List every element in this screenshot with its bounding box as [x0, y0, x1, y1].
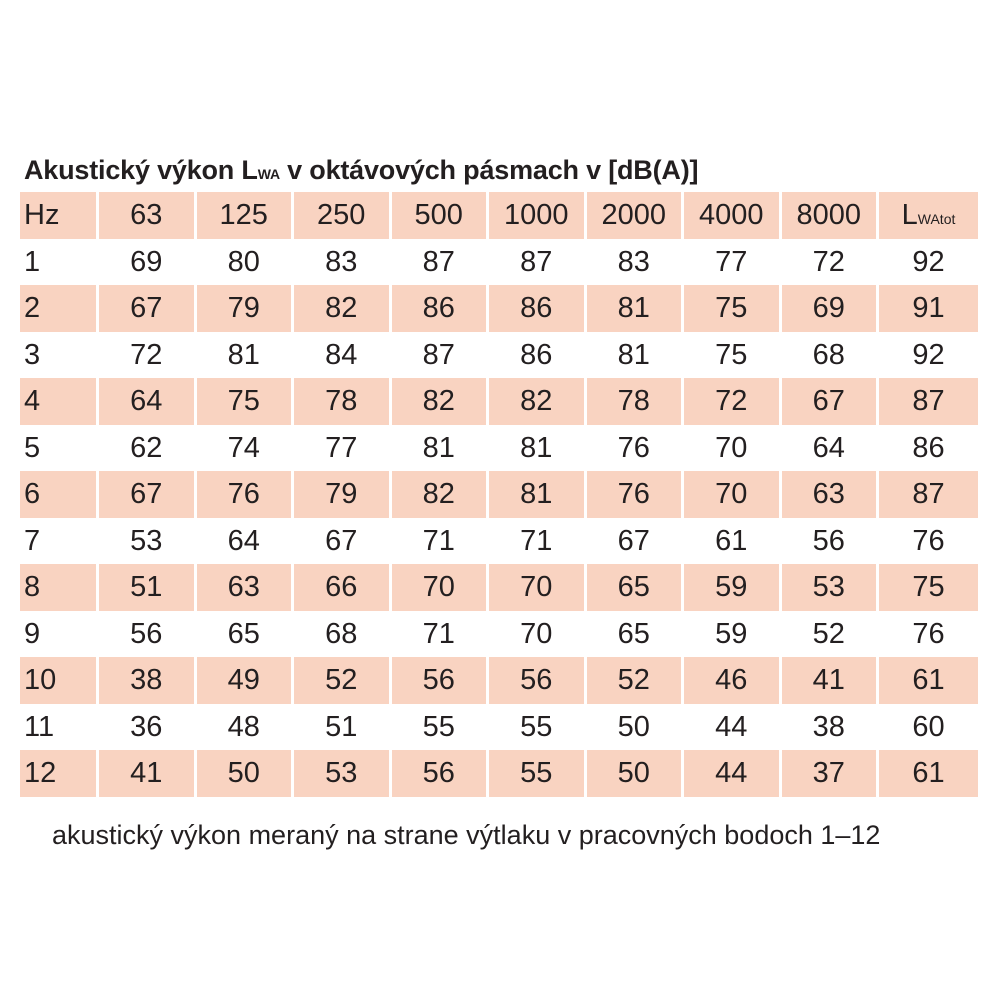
table-row [20, 285, 978, 332]
row-value-cell: 56 [392, 657, 490, 704]
header-hz: Hz [20, 192, 99, 239]
row-value-cell: 82 [392, 471, 490, 518]
row-point-label: 5 [20, 425, 99, 472]
row-value-cell: 52 [587, 657, 685, 704]
row-value-cell: 50 [587, 750, 685, 797]
row-value-cell: 69 [782, 285, 880, 332]
row-value-cell: 82 [489, 378, 587, 425]
row-value-cell: 87 [392, 239, 490, 286]
row-value-cell: 79 [197, 285, 295, 332]
row-point-label: 1 [20, 239, 99, 286]
header-band-2000: 2000 [587, 192, 685, 239]
row-value-cell: 67 [782, 378, 880, 425]
row-value-cell: 51 [294, 704, 392, 751]
table-row [20, 239, 978, 286]
row-value-cell: 82 [294, 285, 392, 332]
row-value-cell: 52 [782, 611, 880, 658]
row-point-label: 6 [20, 471, 99, 518]
row-value-cell: 72 [684, 378, 782, 425]
row-value-cell: 44 [684, 704, 782, 751]
row-total-cell: 92 [912, 338, 945, 371]
row-value-cell: 71 [392, 611, 490, 658]
row-value-cell: 77 [294, 425, 392, 472]
row-total-cell: 92 [912, 245, 945, 278]
row-point-label: 9 [20, 611, 99, 658]
header-band-4000: 4000 [684, 192, 782, 239]
row-value-cell: 38 [99, 657, 197, 704]
header-band-125: 125 [197, 192, 295, 239]
row-value-cell: 68 [782, 332, 880, 379]
header-band-500: 500 [392, 192, 490, 239]
row-value-cell: 76 [587, 425, 685, 472]
row-value-cell: 75 [684, 285, 782, 332]
row-total-cell: 86 [912, 431, 945, 464]
row-value-cell: 80 [197, 239, 295, 286]
row-total-cell: 76 [912, 617, 945, 650]
row-value-cell: 37 [782, 750, 880, 797]
row-value-cell: 70 [684, 425, 782, 472]
row-value-cell: 87 [489, 239, 587, 286]
row-total-cell: 76 [912, 524, 945, 557]
row-value-cell: 70 [392, 564, 490, 611]
table-row [20, 750, 978, 797]
row-point-label: 11 [20, 704, 99, 751]
row-value-cell: 36 [99, 704, 197, 751]
row-value-cell: 41 [782, 657, 880, 704]
table-header-row [20, 192, 978, 239]
row-value-cell: 65 [587, 564, 685, 611]
row-value-cell: 78 [587, 378, 685, 425]
row-value-cell: 81 [392, 425, 490, 472]
row-value-cell: 66 [294, 564, 392, 611]
row-total-cell: 60 [912, 710, 945, 743]
row-value-cell: 50 [587, 704, 685, 751]
row-value-cell: 81 [489, 471, 587, 518]
row-value-cell: 62 [99, 425, 197, 472]
row-point-label: 8 [20, 564, 99, 611]
row-value-cell: 64 [782, 425, 880, 472]
header-band-8000: 8000 [782, 192, 880, 239]
title-suffix: v oktávových pásmach v [dB(A)] [279, 155, 699, 185]
row-value-cell: 64 [99, 378, 197, 425]
row-value-cell: 64 [197, 518, 295, 565]
title-prefix: Akustický výkon L [24, 155, 258, 185]
title-subscript: WA [257, 166, 280, 182]
header-total-sub: WAtot [917, 211, 956, 227]
row-total-cell: 61 [879, 750, 978, 797]
row-point-label: 7 [20, 518, 99, 565]
sound-power-table [20, 192, 978, 797]
header-band-63: 63 [99, 192, 197, 239]
row-value-cell: 67 [587, 518, 685, 565]
table-footnote: akustický výkon meraný na strane výtlaku v pracovných bodoch 1–12 [52, 820, 881, 850]
row-value-cell: 46 [684, 657, 782, 704]
row-value-cell: 76 [197, 471, 295, 518]
row-value-cell: 48 [197, 704, 295, 751]
row-total-cell: 91 [879, 285, 978, 332]
row-value-cell: 78 [294, 378, 392, 425]
row-value-cell: 68 [294, 611, 392, 658]
row-value-cell: 72 [782, 239, 880, 286]
table-row [20, 425, 978, 472]
row-value-cell: 69 [99, 239, 197, 286]
table-row [20, 657, 978, 704]
row-value-cell: 56 [489, 657, 587, 704]
row-value-cell: 87 [392, 332, 490, 379]
row-value-cell: 41 [99, 750, 197, 797]
row-point-label: 12 [20, 750, 99, 797]
table-row [20, 564, 978, 611]
row-value-cell: 53 [782, 564, 880, 611]
row-value-cell: 55 [489, 704, 587, 751]
row-value-cell: 67 [99, 471, 197, 518]
row-value-cell: 49 [197, 657, 295, 704]
row-value-cell: 55 [489, 750, 587, 797]
row-value-cell: 70 [489, 564, 587, 611]
row-total-cell: 87 [879, 378, 978, 425]
row-value-cell: 55 [392, 704, 490, 751]
row-value-cell: 75 [684, 332, 782, 379]
header-band-250: 250 [294, 192, 392, 239]
row-value-cell: 81 [587, 285, 685, 332]
row-value-cell: 71 [489, 518, 587, 565]
row-value-cell: 71 [392, 518, 490, 565]
row-value-cell: 86 [489, 332, 587, 379]
row-value-cell: 81 [587, 332, 685, 379]
row-value-cell: 51 [99, 564, 197, 611]
row-value-cell: 84 [294, 332, 392, 379]
row-value-cell: 77 [684, 239, 782, 286]
row-value-cell: 53 [294, 750, 392, 797]
row-value-cell: 56 [782, 518, 880, 565]
row-value-cell: 56 [99, 611, 197, 658]
row-point-label: 10 [20, 657, 99, 704]
row-value-cell: 67 [99, 285, 197, 332]
row-value-cell: 86 [392, 285, 490, 332]
header-band-1000: 1000 [489, 192, 587, 239]
row-value-cell: 81 [197, 332, 295, 379]
row-point-label: 3 [20, 332, 99, 379]
header-total-main: L [901, 199, 918, 231]
table-row [20, 378, 978, 425]
row-value-cell: 70 [684, 471, 782, 518]
table-row [20, 332, 978, 379]
row-value-cell: 44 [684, 750, 782, 797]
row-point-label: 2 [20, 285, 99, 332]
table-row [20, 611, 978, 658]
row-value-cell: 56 [392, 750, 490, 797]
row-value-cell: 59 [684, 611, 782, 658]
row-value-cell: 52 [294, 657, 392, 704]
row-value-cell: 83 [587, 239, 685, 286]
header-total [879, 192, 978, 239]
row-value-cell: 83 [294, 239, 392, 286]
row-value-cell: 86 [489, 285, 587, 332]
row-value-cell: 75 [197, 378, 295, 425]
row-value-cell: 70 [489, 611, 587, 658]
row-value-cell: 53 [99, 518, 197, 565]
row-value-cell: 82 [392, 378, 490, 425]
row-value-cell: 79 [294, 471, 392, 518]
row-value-cell: 63 [782, 471, 880, 518]
table-row [20, 518, 978, 565]
row-value-cell: 76 [587, 471, 685, 518]
table-title [24, 150, 984, 190]
row-value-cell: 61 [684, 518, 782, 565]
row-total-cell: 75 [879, 564, 978, 611]
row-value-cell: 63 [197, 564, 295, 611]
row-value-cell: 50 [197, 750, 295, 797]
row-total-cell: 87 [879, 471, 978, 518]
row-total-cell: 61 [879, 657, 978, 704]
row-value-cell: 81 [489, 425, 587, 472]
row-value-cell: 65 [197, 611, 295, 658]
row-value-cell: 74 [197, 425, 295, 472]
table-row [20, 704, 978, 751]
row-value-cell: 67 [294, 518, 392, 565]
row-value-cell: 65 [587, 611, 685, 658]
table-row [20, 471, 978, 518]
row-value-cell: 38 [782, 704, 880, 751]
row-value-cell: 72 [99, 332, 197, 379]
row-value-cell: 59 [684, 564, 782, 611]
row-point-label: 4 [20, 378, 99, 425]
